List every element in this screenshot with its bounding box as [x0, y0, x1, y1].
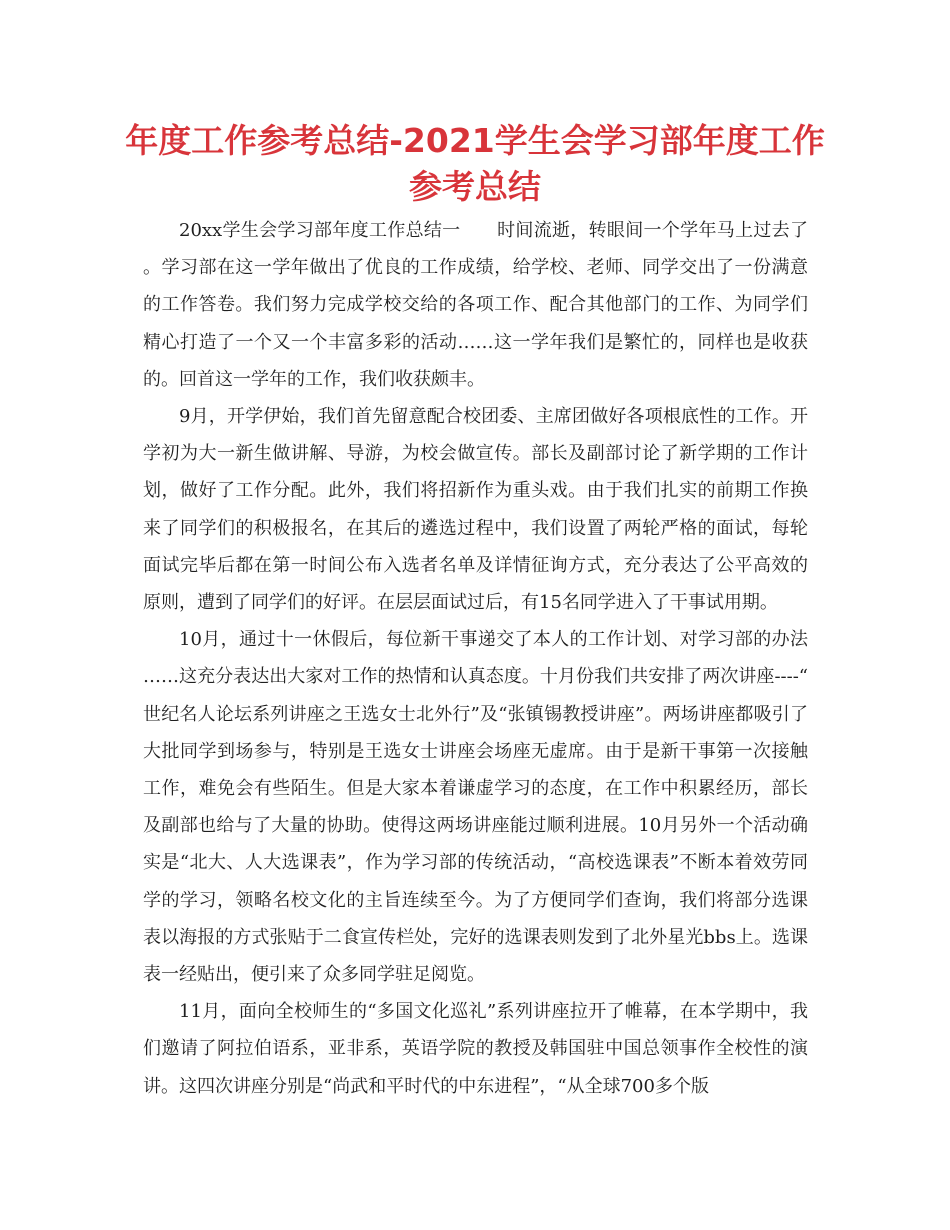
paragraph-3: 10月，通过十一休假后，每位新干事递交了本人的工作计划、对学习部的办法……这充分表达出大家对工作的热情和认真态度。十月份我们共安排了两次讲座----“世纪名人论坛系列讲座之王选女士北外行”及“张镇锡教授讲座”。两场讲座都吸引了大批同学到场参与，特别是王选女士讲座会场座无虚席。由于是新干事第一次接触工作，难免会有些陌生。但是大家本着谦虚学习的态度，在工作中积累经历，部长及副部也给与了大量的协助。使得这两场讲座能过顺利进展。10月另外一个活动确实是“北大、人大选课表”，作为学习部的传统活动，“高校选课表”不断本着效劳同学的学习，领略名校文化的主旨连续至今。为了方便同学们查询，我们将部分选课表以海报的方式张贴于二食宣传栏处，完好的选课表则发到了北外星光bbs上。选课表一经贴出，便引来了众多同学驻足阅览。	[143, 629, 808, 986]
paragraph-1: 20xx学生会学习部年度工作总结一 时间流逝，转眼间一个学年马上过去了。学习部在这一学年做出了优良的工作成绩，给学校、老师、同学交出了一份满意的工作答卷。我们努力完成学校交给的各项工作、配合其他部门的工作、为同学们精心打造了一个又一个丰富多彩的活动……这一学年我们是繁忙的，同样也是收获的。回首这一学年的工作，我们收获颇丰。	[143, 220, 808, 390]
document-body	[143, 212, 808, 1105]
document-title: 年度工作参考总结-2021学生会学习部年度工作参考总结	[125, 121, 825, 206]
paragraph-2: 9月，开学伊始，我们首先留意配合校团委、主席团做好各项根底性的工作。开学初为大一新生做讲解、导游，为校会做宣传。部长及副部讨论了新学期的工作计划，做好了工作分配。此外，我们将招新作为重头戏。由于我们扎实的前期工作换来了同学们的积极报名，在其后的遴选过程中，我们设置了两轮严格的面试，每轮面试完毕后都在第一时间公布入选者名单及详情征询方式，充分表达了公平高效的原则，遭到了同学们的好评。在层层面试过后，有15名同学进入了干事试用期。	[143, 406, 808, 614]
paragraph-4: 11月，面向全校师生的“多国文化巡礼”系列讲座拉开了帷幕，在本学期中，我们邀请了阿拉伯语系，亚非系，英语学院的教授及韩国驻中国总领事作全校性的演讲。这四次讲座分别是“尚武和平时代的中东进程”，“从全球700多个版	[143, 1001, 808, 1097]
